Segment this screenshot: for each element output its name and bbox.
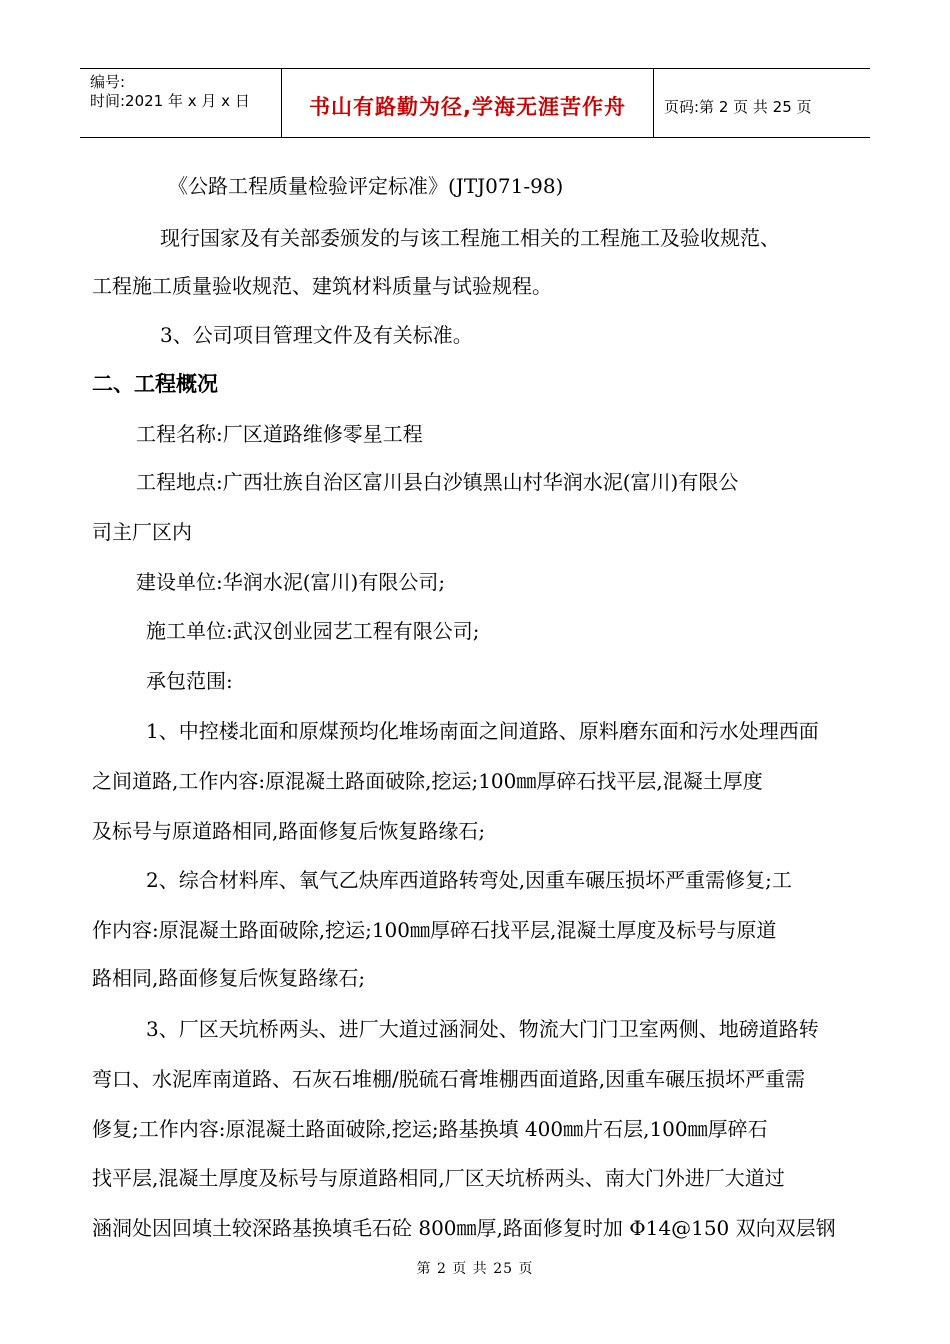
page-label: 页码:第 2 页 共 25 页 xyxy=(664,97,812,116)
paragraph-line: 弯口、水泥库南道路、石灰石堆棚/脱硫石膏堆棚西面道路,因重车碾压损坏严重需 xyxy=(92,1067,806,1091)
page-header xyxy=(80,68,870,138)
scope-item-1: 1、中控楼北面和原煤预均化堆场南面之间道路、原料磨东面和污水处理西面 xyxy=(146,719,819,743)
paragraph-line: 涵洞处因回填土较深路基换填毛石砼 800㎜厚,路面修复时加 Φ14@150 双向双层钢 xyxy=(92,1216,836,1240)
paragraph-line: 现行国家及有关部委颁发的与该工程施工相关的工程施工及验收规范、 xyxy=(160,226,780,250)
slogan: 书山有路勤为径,学海无涯苦作舟 xyxy=(309,95,626,119)
header-meta xyxy=(80,69,282,137)
paragraph-line: 工程施工质量验收规范、建筑材料质量与试验规程。 xyxy=(92,274,552,298)
project-location: 工程地点:广西壮族自治区富川县白沙镇黑山村华润水泥(富川)有限公 xyxy=(136,470,739,494)
project-name: 工程名称:厂区道路维修零星工程 xyxy=(136,422,423,446)
code-label: 编号: xyxy=(90,73,126,91)
construction-unit: 施工单位:武汉创业园艺工程有限公司; xyxy=(146,619,480,643)
list-item: 3、公司项目管理文件及有关标准。 xyxy=(160,323,473,347)
paragraph-line: 修复;工作内容:原混凝土路面破除,挖运;路基换填 400㎜片石层,100㎜厚碎石 xyxy=(92,1117,768,1141)
paragraph-line: 司主厂区内 xyxy=(92,520,192,544)
paragraph-line: 路相同,路面修复后恢复路缘石; xyxy=(92,966,366,990)
scope-item-2: 2、综合材料库、氧气乙炔库西道路转弯处,因重车碾压损坏严重需修复;工 xyxy=(146,868,792,892)
paragraph-line: 及标号与原道路相同,路面修复后恢复路缘石; xyxy=(92,819,486,843)
section-heading: 二、工程概况 xyxy=(92,372,218,396)
header-page-cell xyxy=(654,69,870,137)
paragraph-line: 作内容:原混凝土路面破除,挖运;100㎜厚碎石找平层,混凝土厚度及标号与原道 xyxy=(92,918,777,942)
paragraph-line: 之间道路,工作内容:原混凝土路面破除,挖运;100㎜厚碎石找平层,混凝土厚度 xyxy=(92,769,763,793)
paragraph-line: 找平层,混凝土厚度及标号与原道路相同,厂区天坑桥两头、南大门外进厂大道过 xyxy=(92,1166,785,1190)
standard-reference: 《公路工程质量检验评定标准》(JTJ071-98) xyxy=(168,174,564,198)
footer-page-number: 第 2 页 共 25 页 xyxy=(416,1261,534,1277)
scope-label: 承包范围: xyxy=(146,669,233,693)
header-slogan-cell xyxy=(282,69,654,137)
owner-unit: 建设单位:华润水泥(富川)有限公司; xyxy=(136,570,446,594)
page-footer xyxy=(0,1258,950,1278)
scope-item-3: 3、厂区天坑桥两头、进厂大道过涵洞处、物流大门门卫室两侧、地磅道路转 xyxy=(146,1017,819,1041)
date-label: 时间:2021 年 x 月 x 日 xyxy=(90,92,250,110)
